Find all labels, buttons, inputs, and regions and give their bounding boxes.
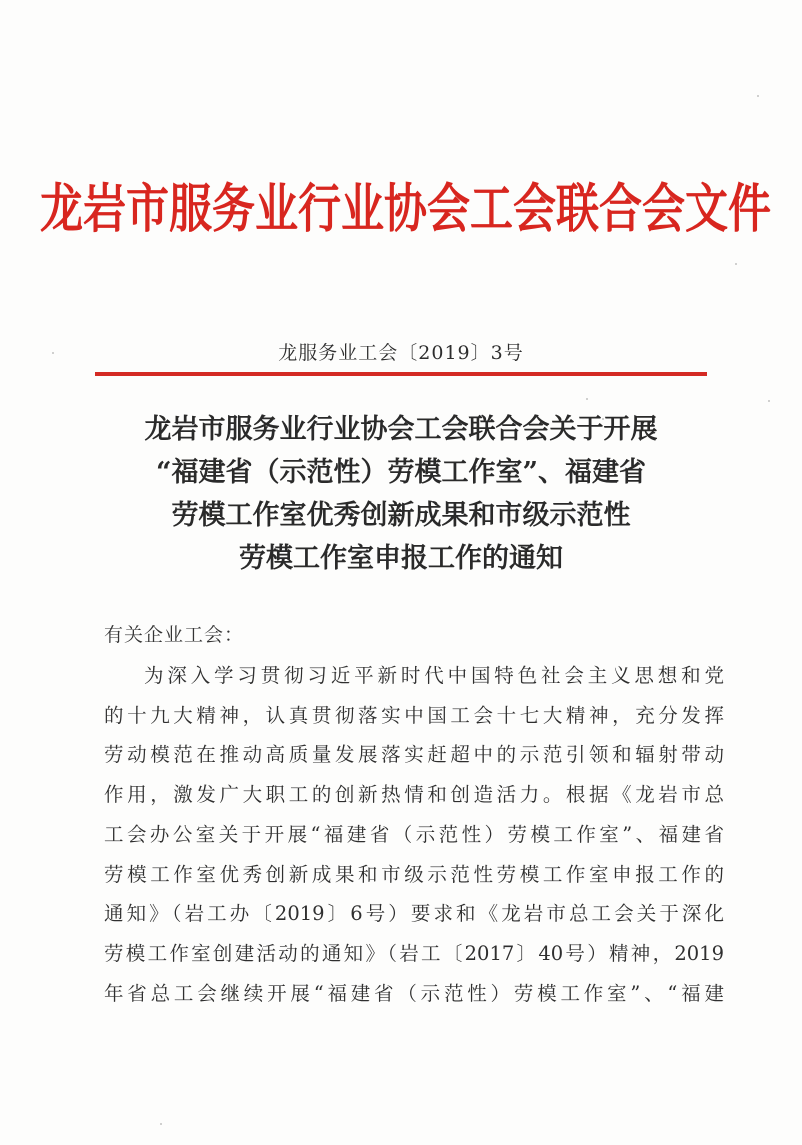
- issuing-organization-title: 龙岩市服务业行业协会工会联合会文件: [40, 178, 771, 240]
- notice-title-line: 劳模工作室申报工作的通知: [239, 543, 563, 574]
- notice-title-line: 龙岩市服务业行业协会工会联合会关于开展: [144, 414, 658, 445]
- scan-speck: [768, 400, 770, 402]
- scan-speck: [735, 263, 737, 265]
- body-line: 工会办公室关于开展“福建省（示范性）劳模工作室”、福建省: [104, 822, 724, 846]
- body-line: 的十九大精神，认真贯彻落实中国工会十七大精神，充分发挥: [104, 703, 724, 727]
- body-paragraph: [104, 656, 724, 1013]
- body-line: 作用，激发广大职工的创新热情和创造活力。根据《龙岩市总: [104, 783, 724, 807]
- notice-title-line: 劳模工作室优秀创新成果和市级示范性: [171, 500, 631, 531]
- red-divider-line: [95, 372, 707, 376]
- body-line: 劳模工作室创建活动的通知》（岩工〔2017〕40号）精神，2019: [104, 941, 724, 965]
- body-line: 通知》（岩工办〔2019〕6号）要求和《龙岩市总工会关于深化: [104, 902, 724, 926]
- body-line: 年省总工会继续开展“福建省（示范性）劳模工作室”、“福建: [104, 981, 724, 1005]
- notice-title-line: “福建省（示范性）劳模工作室”、福建省: [155, 457, 647, 488]
- salutation: 有关企业工会：: [104, 624, 245, 646]
- scan-speck: [586, 398, 588, 400]
- scan-speck: [757, 95, 759, 97]
- document-number: 龙服务业工会〔2019〕3号: [278, 342, 524, 364]
- body-line: 劳模工作室优秀创新成果和市级示范性劳模工作室申报工作的: [104, 862, 724, 886]
- body-line: 劳动模范在推动高质量发展落实赶超中的示范引领和辐射带动: [104, 743, 724, 767]
- notice-title: [60, 408, 742, 580]
- body-line: 为深入学习贯彻习近平新时代中国特色社会主义思想和党: [144, 664, 724, 687]
- scan-speck: [160, 1123, 162, 1125]
